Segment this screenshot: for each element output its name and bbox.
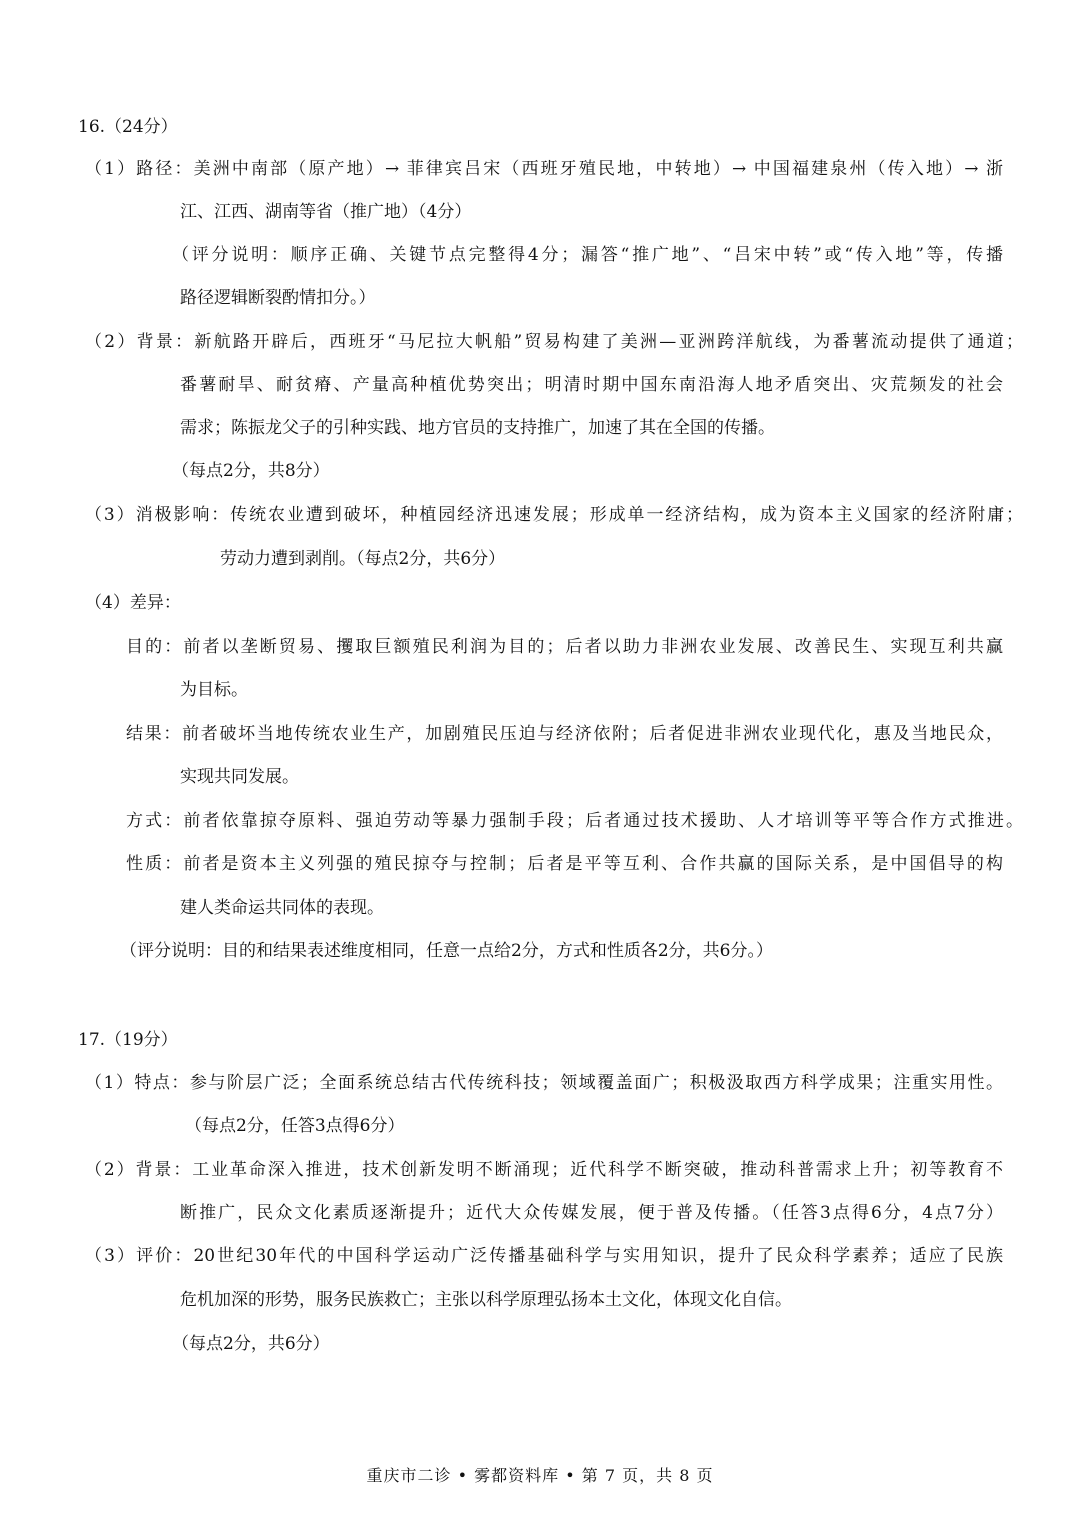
- answer-line: 目的：前者以垄断贸易、攫取巨额殖民利润为目的；后者以助力非洲农业发展、改善民生、实现互利共赢: [126, 637, 1003, 657]
- answer-line: 结果：前者破坏当地传统农业生产，加剧殖民压迫与经济依附；后者促进非洲农业现代化，惠及当地民众，: [126, 724, 1003, 744]
- answer-line: 危机加深的形势，服务民族救亡；主张以科学原理弘扬本土文化，体现文化自信。: [180, 1290, 792, 1310]
- answer-line: （2）背景：工业革命深入推进，技术创新发明不断涌现；近代科学不断突破，推动科普需求上升；初等教育不: [85, 1160, 1003, 1180]
- scoring-note: （每点2分，共8分）: [172, 461, 330, 481]
- answer-line: （1）路径：美洲中南部（原产地）→ 菲律宾吕宋（西班牙殖民地，中转地）→ 中国福建泉州（传入地）→ 浙: [85, 159, 1003, 179]
- question-header: 16.（24分）: [78, 117, 178, 137]
- answer-line: 劳动力遭到剥削。（每点2分，共6分）: [220, 549, 506, 569]
- question-header: 17.（19分）: [78, 1030, 178, 1050]
- scoring-note: （每点2分，任答3点得6分）: [185, 1116, 405, 1136]
- answer-line: 方式：前者依靠掠夺原料、强迫劳动等暴力强制手段；后者通过技术援助、人才培训等平等合作方式推进。: [126, 811, 1023, 831]
- answer-line: （3）评价：20世纪30年代的中国科学运动广泛传播基础科学与实用知识，提升了民众科学素养；适应了民族: [85, 1246, 1003, 1266]
- answer-line: 实现共同发展。: [180, 767, 299, 787]
- answer-line: 需求；陈振龙父子的引种实践、地方官员的支持推广，加速了其在全国的传播。: [180, 418, 775, 438]
- answer-line: （4）差异：: [85, 593, 181, 613]
- scoring-note: 路径逻辑断裂酌情扣分。）: [180, 288, 376, 308]
- answer-line: （1）特点：参与阶层广泛；全面系统总结古代传统科技；领域覆盖面广；积极汲取西方科学成果；注重实用性。: [85, 1073, 1003, 1093]
- answer-line: （2）背景：新航路开辟后，西班牙“马尼拉大帆船”贸易构建了美洲—亚洲跨洋航线，为番薯流动提供了通道；: [85, 332, 1023, 352]
- answer-line: 断推广，民众文化素质逐渐提升；近代大众传媒发展，便于普及传播。（任答3点得6分，4点7分）: [180, 1203, 1003, 1223]
- answer-line: 性质：前者是资本主义列强的殖民掠夺与控制；后者是平等互利、合作共赢的国际关系，是中国倡导的构: [126, 854, 1003, 874]
- answer-line: （3）消极影响：传统农业遭到破坏，种植园经济迅速发展；形成单一经济结构，成为资本主义国家的经济附庸；: [85, 505, 1023, 525]
- scoring-note: （评分说明：顺序正确、关键节点完整得4分；漏答“推广地”、“吕宋中转”或“传入地”等，传播: [172, 245, 1003, 265]
- page-footer: 重庆市二诊 • 雾都资料库 • 第 7 页，共 8 页: [366, 1466, 714, 1485]
- answer-line: 江、江西、湖南等省（推广地）（4分）: [180, 202, 472, 222]
- scoring-note: （每点2分，共6分）: [172, 1334, 330, 1354]
- answer-line: 番薯耐旱、耐贫瘠、产量高种植优势突出；明清时期中国东南沿海人地矛盾突出、灾荒频发的社会: [180, 375, 1003, 395]
- answer-line: 为目标。: [180, 680, 248, 700]
- scoring-note: （评分说明：目的和结果表述维度相同，任意一点给2分，方式和性质各2分，共6分。）: [120, 941, 773, 961]
- answer-line: 建人类命运共同体的表现。: [180, 898, 384, 918]
